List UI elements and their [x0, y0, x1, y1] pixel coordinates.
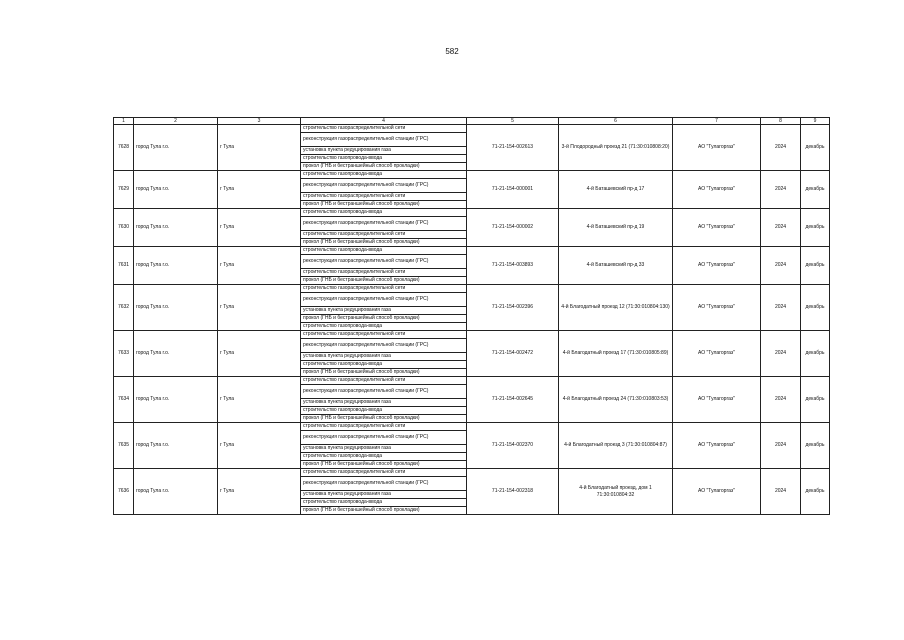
row-number: 7629 — [114, 171, 134, 209]
municipality-cell: город Тула г.о. — [134, 125, 218, 171]
col-header-7: 7 — [673, 118, 761, 125]
object-code-cell: 71-21-154-003893 — [467, 247, 559, 285]
municipality-cell: город Тула г.о. — [134, 423, 218, 469]
object-code-cell: 71-21-154-002645 — [467, 377, 559, 423]
month-cell: декабрь — [801, 171, 830, 209]
address-cell: 4-й Благодатный проезд 3 (71:30:010804:87) — [559, 423, 673, 469]
locality-cell: г Тула — [218, 125, 301, 171]
address-cell: 4-й Баташевский пр-д 33 — [559, 247, 673, 285]
gas-works-table — [113, 117, 830, 515]
month-cell: декабрь — [801, 247, 830, 285]
header-row — [114, 118, 830, 125]
work-type-cell: установка пункта редуцирования газа — [301, 491, 467, 499]
work-type-cell: строительство газораспределительной сети — [301, 423, 467, 431]
month-cell: декабрь — [801, 285, 830, 331]
work-type-cell: строительство газопровода-ввода — [301, 407, 467, 415]
col-header-1: 1 — [114, 118, 134, 125]
address-cell: 4-й Благодатный проезд 12 (71:30:010804:130) — [559, 285, 673, 331]
table-row — [114, 423, 830, 431]
municipality-cell: город Тула г.о. — [134, 171, 218, 209]
row-number: 7635 — [114, 423, 134, 469]
locality-cell: г Тула — [218, 285, 301, 331]
work-type-cell: строительство газораспределительной сети — [301, 125, 467, 133]
organization-cell: АО "Тулагоргаз" — [673, 469, 761, 515]
work-type-cell: установка пункта редуцирования газа — [301, 353, 467, 361]
table-row — [114, 209, 830, 217]
work-type-cell: реконструкция газораспределительной станции (ГРС) — [301, 477, 467, 491]
work-type-cell: строительство газопровода-ввода — [301, 361, 467, 369]
address-cell: 4-й Благодатный проезд, дом 1 71:30:010804:32 — [559, 469, 673, 515]
work-type-cell: реконструкция газораспределительной станции (ГРС) — [301, 293, 467, 307]
organization-cell: АО "Тулагоргаз" — [673, 125, 761, 171]
col-header-5: 5 — [467, 118, 559, 125]
organization-cell: АО "Тулагоргаз" — [673, 285, 761, 331]
table-row — [114, 331, 830, 339]
work-type-cell: строительство газораспределительной сети — [301, 469, 467, 477]
col-header-3: 3 — [218, 118, 301, 125]
organization-cell: АО "Тулагоргаз" — [673, 331, 761, 377]
municipality-cell: город Тула г.о. — [134, 209, 218, 247]
work-type-cell: строительство газопровода-ввода — [301, 171, 467, 179]
organization-cell: АО "Тулагоргаз" — [673, 171, 761, 209]
work-type-cell: строительство газораспределительной сети — [301, 285, 467, 293]
table-row — [114, 469, 830, 477]
object-code-cell: 71-21-154-002396 — [467, 285, 559, 331]
work-type-cell: прокол (ГНБ и бестраншейный способ прокладки) — [301, 201, 467, 209]
month-cell: декабрь — [801, 377, 830, 423]
locality-cell: г Тула — [218, 423, 301, 469]
work-type-cell: реконструкция газораспределительной станции (ГРС) — [301, 133, 467, 147]
work-type-cell: прокол (ГНБ и бестраншейный способ прокладки) — [301, 315, 467, 323]
work-type-cell: прокол (ГНБ и бестраншейный способ прокладки) — [301, 415, 467, 423]
year-cell: 2024 — [761, 209, 801, 247]
row-number: 7628 — [114, 125, 134, 171]
row-number: 7630 — [114, 209, 134, 247]
work-type-cell: строительство газораспределительной сети — [301, 377, 467, 385]
work-type-cell: реконструкция газораспределительной станции (ГРС) — [301, 217, 467, 231]
year-cell: 2024 — [761, 331, 801, 377]
work-type-cell: прокол (ГНБ и бестраншейный способ прокладки) — [301, 507, 467, 515]
address-cell: 4-й Благодатный проезд 24 (71:30:010803:53) — [559, 377, 673, 423]
month-cell: декабрь — [801, 209, 830, 247]
year-cell: 2024 — [761, 247, 801, 285]
work-type-cell: установка пункта редуцирования газа — [301, 399, 467, 407]
work-type-cell: прокол (ГНБ и бестраншейный способ прокладки) — [301, 163, 467, 171]
work-type-cell: реконструкция газораспределительной станции (ГРС) — [301, 431, 467, 445]
object-code-cell: 71-21-154-000002 — [467, 209, 559, 247]
locality-cell: г Тула — [218, 171, 301, 209]
col-header-2: 2 — [134, 118, 218, 125]
address-cell: 4-й Баташевский пр-д 19 — [559, 209, 673, 247]
page-number: 582 — [445, 47, 459, 56]
object-code-cell: 71-21-154-002318 — [467, 469, 559, 515]
year-cell: 2024 — [761, 125, 801, 171]
work-type-cell: установка пункта редуцирования газа — [301, 307, 467, 315]
work-type-cell: строительство газораспределительной сети — [301, 269, 467, 277]
work-type-cell: прокол (ГНБ и бестраншейный способ прокладки) — [301, 239, 467, 247]
work-type-cell: строительство газораспределительной сети — [301, 193, 467, 201]
year-cell: 2024 — [761, 377, 801, 423]
work-type-cell: прокол (ГНБ и бестраншейный способ прокладки) — [301, 369, 467, 377]
col-header-9: 9 — [801, 118, 830, 125]
locality-cell: г Тула — [218, 469, 301, 515]
locality-cell: г Тула — [218, 247, 301, 285]
year-cell: 2024 — [761, 423, 801, 469]
row-number: 7634 — [114, 377, 134, 423]
work-type-cell: прокол (ГНБ и бестраншейный способ прокладки) — [301, 461, 467, 469]
work-type-cell: строительство газораспределительной сети — [301, 231, 467, 239]
municipality-cell: город Тула г.о. — [134, 377, 218, 423]
month-cell: декабрь — [801, 423, 830, 469]
work-type-cell: строительство газопровода-ввода — [301, 453, 467, 461]
municipality-cell: город Тула г.о. — [134, 331, 218, 377]
municipality-cell: город Тула г.о. — [134, 469, 218, 515]
year-cell: 2024 — [761, 469, 801, 515]
address-cell: 4-й Баташевский пр-д 17 — [559, 171, 673, 209]
work-type-cell: строительство газопровода-ввода — [301, 155, 467, 163]
work-type-cell: строительство газопровода-ввода — [301, 323, 467, 331]
object-code-cell: 71-21-154-002472 — [467, 331, 559, 377]
month-cell: декабрь — [801, 469, 830, 515]
year-cell: 2024 — [761, 285, 801, 331]
work-type-cell: строительство газопровода-ввода — [301, 209, 467, 217]
object-code-cell: 71-21-154-002613 — [467, 125, 559, 171]
row-number: 7633 — [114, 331, 134, 377]
col-header-8: 8 — [761, 118, 801, 125]
work-type-cell: строительство газопровода-ввода — [301, 247, 467, 255]
organization-cell: АО "Тулагоргаз" — [673, 377, 761, 423]
work-type-cell: строительство газораспределительной сети — [301, 331, 467, 339]
organization-cell: АО "Тулагоргаз" — [673, 423, 761, 469]
year-cell: 2024 — [761, 171, 801, 209]
work-type-cell: прокол (ГНБ и бестраншейный способ прокладки) — [301, 277, 467, 285]
table-row — [114, 377, 830, 385]
organization-cell: АО "Тулагоргаз" — [673, 209, 761, 247]
object-code-cell: 71-21-154-000001 — [467, 171, 559, 209]
locality-cell: г Тула — [218, 377, 301, 423]
table-header — [114, 118, 830, 125]
work-type-cell: установка пункта редуцирования газа — [301, 445, 467, 453]
work-type-cell: установка пункта редуцирования газа — [301, 147, 467, 155]
row-number: 7636 — [114, 469, 134, 515]
row-number: 7632 — [114, 285, 134, 331]
work-type-cell: реконструкция газораспределительной станции (ГРС) — [301, 385, 467, 399]
table-row — [114, 125, 830, 133]
col-header-6: 6 — [559, 118, 673, 125]
organization-cell: АО "Тулагоргаз" — [673, 247, 761, 285]
work-type-cell: реконструкция газораспределительной станции (ГРС) — [301, 179, 467, 193]
work-type-cell: строительство газопровода-ввода — [301, 499, 467, 507]
address-cell: 4-й Благодатный проезд 17 (71:30:010805:89) — [559, 331, 673, 377]
table-row — [114, 247, 830, 255]
address-cell: 3-й Плодородный проезд 21 (71:30:010808:20) — [559, 125, 673, 171]
municipality-cell: город Тула г.о. — [134, 285, 218, 331]
locality-cell: г Тула — [218, 209, 301, 247]
table-row — [114, 171, 830, 179]
table-body — [114, 125, 830, 515]
row-number: 7631 — [114, 247, 134, 285]
work-type-cell: реконструкция газораспределительной станции (ГРС) — [301, 255, 467, 269]
object-code-cell: 71-21-154-002370 — [467, 423, 559, 469]
table-row — [114, 285, 830, 293]
month-cell: декабрь — [801, 331, 830, 377]
month-cell: декабрь — [801, 125, 830, 171]
municipality-cell: город Тула г.о. — [134, 247, 218, 285]
locality-cell: г Тула — [218, 331, 301, 377]
work-type-cell: реконструкция газораспределительной станции (ГРС) — [301, 339, 467, 353]
col-header-4: 4 — [301, 118, 467, 125]
